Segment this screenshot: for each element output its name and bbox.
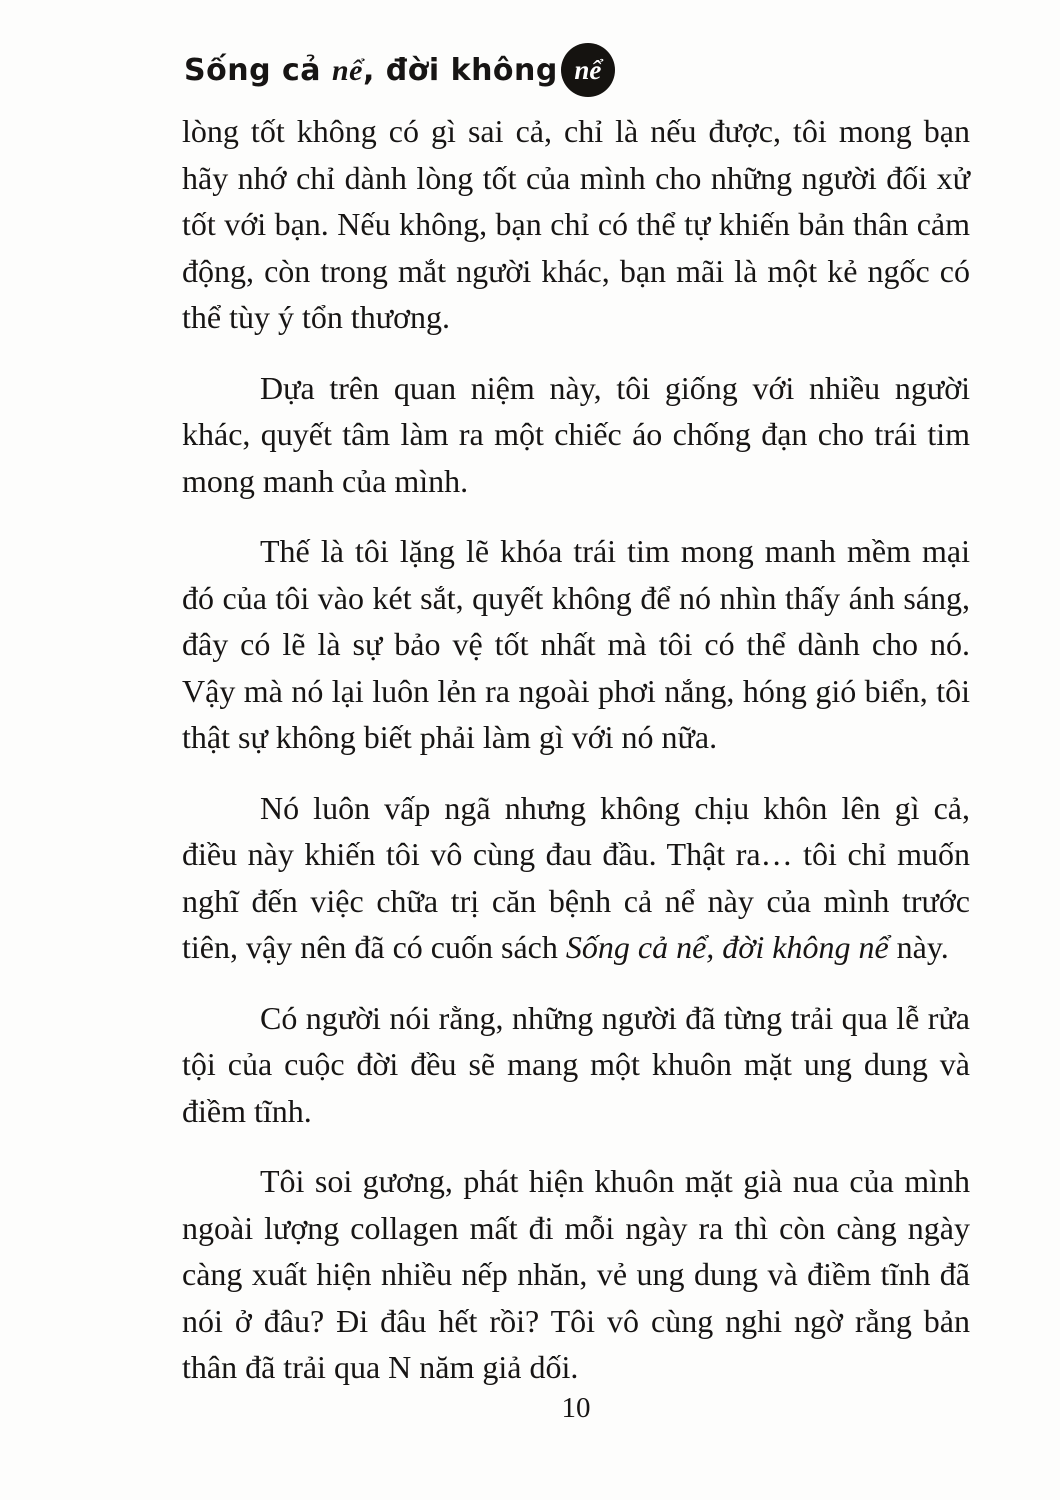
text-segment-italic: Sống cả nể, đời không nể: [565, 929, 889, 965]
paragraph: [182, 995, 970, 1135]
text-segment: Có người nói rằng, những người đã từng trải qua lễ rửa tội của cuộc đời đều sẽ mang một khuôn mặt ung dung và điềm tĩnh.: [182, 999, 970, 1129]
text-segment: Tôi soi gương, phát hiện khuôn mặt già nua của mình ngoài lượng collagen mất đi mỗi ngày ra thì còn càng ngày càng xuất hiện nhiều nếp nhăn, vẻ ung dung và điềm tĩnh đã nói ở đâu? Đi đâu hết rồi? Tôi vô cùng nghi ngờ rằng bản thân đã trải qua N năm giả dối.: [182, 1163, 970, 1385]
running-head: [184, 42, 615, 98]
title-badge: [561, 43, 615, 97]
text-segment: Thế là tôi lặng lẽ khóa trái tim mong manh mềm mại đó của tôi vào két sắt, quyết không để nó nhìn thấy ánh sáng, đây có lẽ là sự bảo vệ tốt nhất mà tôi có thể dành cho nó. Vậy mà nó lại luôn lẻn ra ngoài phơi nắng, hóng gió biển, tôi thật sự không biết phải làm gì với nó nữa.: [182, 533, 970, 755]
paragraph: [182, 365, 970, 505]
text-segment-italic: nể: [331, 53, 363, 87]
paragraph: [182, 108, 970, 341]
text-segment: , đời không: [362, 52, 558, 88]
paragraph: [182, 528, 970, 761]
page-footer: [182, 1392, 970, 1425]
page-number: 10: [561, 1392, 591, 1424]
paragraph: [182, 785, 970, 971]
text-segment: này.: [888, 929, 949, 965]
title-badge-text: nể: [574, 54, 602, 85]
text-segment: Sống cả: [184, 52, 332, 88]
text-segment: lòng tốt không có gì sai cả, chỉ là nếu được, tôi mong bạn hãy nhớ chỉ dành lòng tốt của mình cho những người đối xử tốt với bạn. Nếu không, bạn chỉ có thể tự khiến bản thân cảm động, còn trong mắt người khác, bạn mãi là một kẻ ngốc có thể tùy ý tổn thương.: [182, 113, 970, 335]
running-title: [184, 53, 558, 88]
paragraph: [182, 1158, 970, 1391]
text-segment: Nó luôn vấp ngã nhưng không chịu khôn lên gì cả, điều này khiến tôi vô cùng đau đầu. Thật ra… tôi chỉ muốn nghĩ đến việc chữa trị căn bệnh cả nể này của mình trước tiên, vậy nên đã có cuốn sách: [182, 789, 970, 965]
text-segment: Dựa trên quan niệm này, tôi giống với nhiều người khác, quyết tâm làm ra một chiếc áo chống đạn cho trái tim mong manh của mình.: [182, 369, 970, 499]
page-body: [182, 108, 970, 1415]
